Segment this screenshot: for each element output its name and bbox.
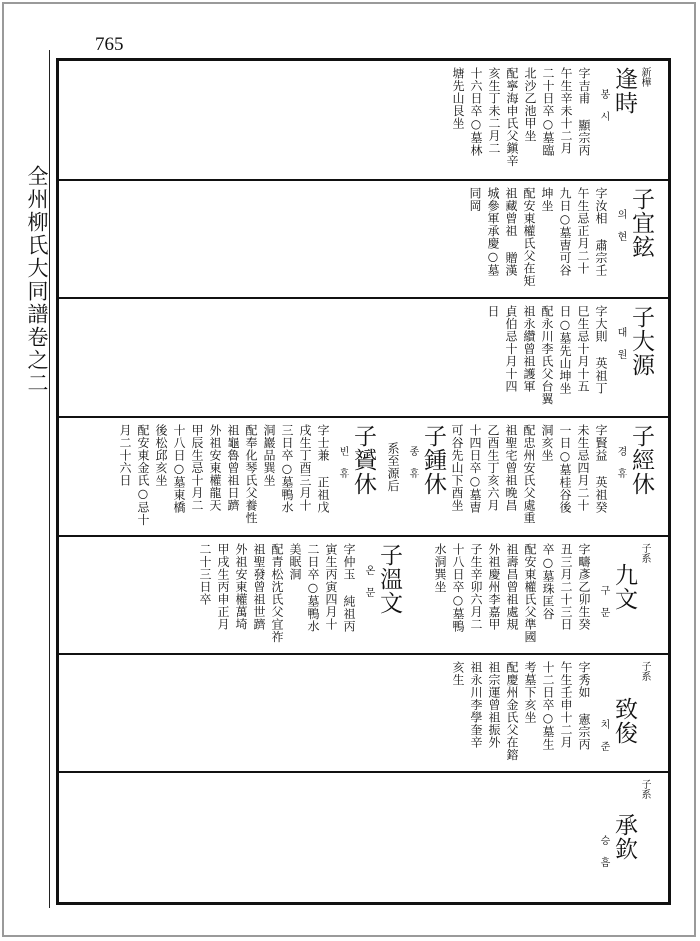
spouse-line: 配青松沈氏父宜祚	[270, 543, 284, 643]
spouse-line: 配永川李氏父台翼	[540, 305, 554, 405]
relation-marker: 子	[420, 424, 446, 448]
bio-line: 亥生	[451, 661, 465, 686]
person-entry	[433, 543, 650, 643]
spouse-line: 配寧海申氏父鎭辛	[505, 67, 519, 167]
korean-reading: 경휴	[615, 446, 626, 490]
bio-line: 洞巖品巽坐	[262, 424, 276, 487]
bio-line: 祖永纘曾祖護軍	[522, 305, 536, 393]
bio-line: 二十三日卒	[198, 543, 212, 606]
bio-line: 九日○墓曺可谷	[558, 187, 572, 277]
bio-line: 日○墓先山坤坐	[558, 305, 572, 395]
bio-line: 外祖慶州李嘉甲	[487, 543, 501, 631]
korean-reading: 종휴	[407, 446, 418, 490]
spouse-line: 配慶州金氏父在鎔	[505, 661, 519, 761]
bio-line: 亥生丁未二月二	[487, 67, 501, 155]
relation-marker: 子	[628, 424, 654, 448]
given-name: 溫文	[376, 567, 402, 615]
bio-line: 祖宗運曾祖振外	[487, 661, 501, 749]
bio-line: 塘先山艮坐	[451, 67, 465, 130]
bio-line: 外祖安東權龍天	[208, 424, 222, 512]
person-name-block	[595, 813, 637, 879]
person-entry	[451, 661, 650, 763]
genealogy-table	[56, 58, 671, 905]
page-number: 765	[95, 34, 124, 55]
person-name	[420, 424, 446, 496]
bio-line: 日	[486, 305, 500, 318]
given-name: 贇休	[350, 448, 376, 496]
korean-reading: 구문	[598, 585, 609, 629]
korean-reading: 빈휴	[337, 446, 348, 490]
person-entry	[468, 187, 654, 287]
bio-line: 城參軍承慶○墓	[486, 187, 500, 277]
person-entry	[198, 543, 402, 643]
bio-line: 丑三月二十三日	[559, 543, 573, 631]
lineage-label: 新樺	[639, 67, 650, 87]
korean-reading: 온문	[363, 565, 374, 609]
bio-line: 子生辛卯六月二	[469, 543, 483, 631]
bio-line: 戌生丁酉三月十	[298, 424, 312, 512]
bio-line: 字疇彥乙卯生癸	[577, 543, 591, 631]
given-name: 經休	[628, 448, 654, 496]
bio-line: 十四日卒○墓曺	[468, 424, 482, 514]
bio-line: 貞伯忌十月十四	[504, 305, 518, 393]
bio-line: 午生辛未十二月	[559, 67, 573, 155]
bio-line: 十八日○墓東橋	[172, 424, 186, 514]
bio-line: 字士兼 正祖戊	[316, 424, 330, 514]
bio-line: 三日卒○墓鴨水	[280, 424, 294, 514]
korean-reading: 치준	[598, 719, 609, 763]
person-name-block	[612, 424, 654, 496]
bio-line: 祖藏曾祖 贈漢	[504, 187, 518, 277]
bio-line: 一日○墓桂谷後	[558, 424, 572, 514]
person-name-block	[360, 543, 402, 615]
bio-line: 午生忌正月二十	[576, 187, 590, 275]
spouse-line: 配安東權氏父準國	[523, 543, 537, 643]
relation-marker: 子	[628, 305, 654, 329]
bio-line: 十六日卒○墓林	[469, 67, 483, 157]
bio-line: 字大則 英祖丁	[594, 305, 608, 395]
person-name-block	[404, 424, 446, 496]
person-name: 承欽	[611, 813, 637, 861]
bio-line: 字汝相 肅宗壬	[594, 187, 608, 277]
bio-line: 二日卒○墓鴨水	[306, 543, 320, 633]
person-name-block	[612, 305, 654, 377]
genealogy-row	[59, 418, 668, 535]
person-entry	[450, 424, 654, 524]
bio-line: 十八日卒○墓鴨	[451, 543, 465, 633]
bio-line: 卒○墓珠匡谷	[541, 543, 555, 620]
bio-line: 祖聖發曾祖世躋	[252, 543, 266, 631]
korean-reading: 승흠	[598, 835, 609, 879]
bio-line: 後松邱亥坐	[154, 424, 168, 487]
lineage-label: 子系	[639, 661, 650, 681]
korean-reading: 의현	[615, 209, 626, 253]
bio-line: 坤坐	[540, 187, 554, 212]
bio-line: 月二十六日	[118, 424, 132, 487]
genealogy-row	[59, 655, 668, 771]
person-name: 九文	[611, 563, 637, 611]
person-name-block	[595, 67, 637, 133]
bio-line: 祖聖宅曾祖晚昌	[504, 424, 518, 512]
person-entry	[595, 779, 650, 879]
bio-line: 祖龜魯曾祖日躋	[226, 424, 240, 512]
genealogy-row	[59, 773, 668, 902]
lineage-label: 子系	[639, 779, 650, 799]
bio-line: 字賢益 英祖癸	[594, 424, 608, 514]
bio-line: 字仲玉 純祖丙	[342, 543, 356, 633]
bio-line: 可谷先山下酉坐	[450, 424, 464, 512]
bio-line: 甲辰生忌十月二	[190, 424, 204, 512]
relation-marker: 子	[376, 543, 402, 567]
bio-line: 字吉甫 顯宗丙	[577, 67, 591, 157]
person-entry	[118, 424, 376, 526]
bio-line: 美眠洞	[288, 543, 302, 581]
bio-line: 北沙乙池甲坐	[523, 67, 537, 142]
person-name	[628, 187, 654, 259]
bio-line: 未生忌四月二十	[576, 424, 590, 512]
relation-marker: 子	[350, 424, 376, 448]
bio-line: 二十日卒○墓臨	[541, 67, 555, 157]
genealogy-row	[59, 61, 668, 179]
adoption-note: 系至源后	[386, 442, 400, 492]
person-entry	[386, 424, 446, 496]
korean-reading: 봉시	[598, 89, 609, 133]
person-entry	[486, 305, 654, 405]
spouse-line: 配奉化琴氏父養性	[244, 424, 258, 524]
genealogy-row	[59, 299, 668, 416]
person-name-block	[595, 697, 637, 763]
bio-line: 字秀如 憲宗丙	[577, 661, 591, 751]
person-name	[628, 305, 654, 377]
person-entry	[451, 67, 650, 167]
bio-line: 乙酉生丁亥六月	[486, 424, 500, 512]
person-name-block	[612, 187, 654, 259]
bio-line: 考墓下亥坐	[523, 661, 537, 724]
bio-line: 水洞巽坐	[433, 543, 447, 593]
genealogy-row	[59, 181, 668, 297]
relation-marker: 子	[628, 187, 654, 211]
person-name-block	[595, 563, 637, 629]
spouse-line: 配安東權氏父在矩	[522, 187, 536, 287]
bio-line: 祖壽昌曾祖處規	[505, 543, 519, 631]
spouse-line: 配忠州安氏父處重	[522, 424, 536, 524]
bio-line: 巳生忌十月十五	[576, 305, 590, 393]
given-name: 大源	[628, 329, 654, 377]
given-name: 宜鉉	[628, 211, 654, 259]
genealogy-row	[59, 537, 668, 653]
person-name: 逢時	[611, 67, 637, 115]
person-name: 致俊	[611, 697, 637, 745]
bio-line: 外祖安東權萬埼	[234, 543, 248, 631]
person-name	[628, 424, 654, 496]
person-name-block	[334, 424, 376, 496]
lineage-label: 子系	[639, 543, 650, 563]
korean-reading: 대원	[615, 327, 626, 371]
person-name	[350, 424, 376, 496]
bio-line: 午生壬申十二月	[559, 661, 573, 749]
person-name	[376, 543, 402, 615]
bio-line: 十二日卒○墓生	[541, 661, 555, 751]
margin-rule	[49, 50, 50, 908]
book-title: 全州柳氏大同譜卷之二	[25, 165, 49, 395]
bio-line: 寅生丙寅四月十	[324, 543, 338, 631]
bio-line: 同岡	[468, 187, 482, 212]
bio-line: 洞亥坐	[540, 424, 554, 462]
spouse-line: 配安東金氏○忌十	[136, 424, 150, 526]
bio-line: 甲戌生丙申正月	[216, 543, 230, 631]
given-name: 鍾休	[420, 448, 446, 496]
bio-line: 祖永川李學奎辛	[469, 661, 483, 749]
